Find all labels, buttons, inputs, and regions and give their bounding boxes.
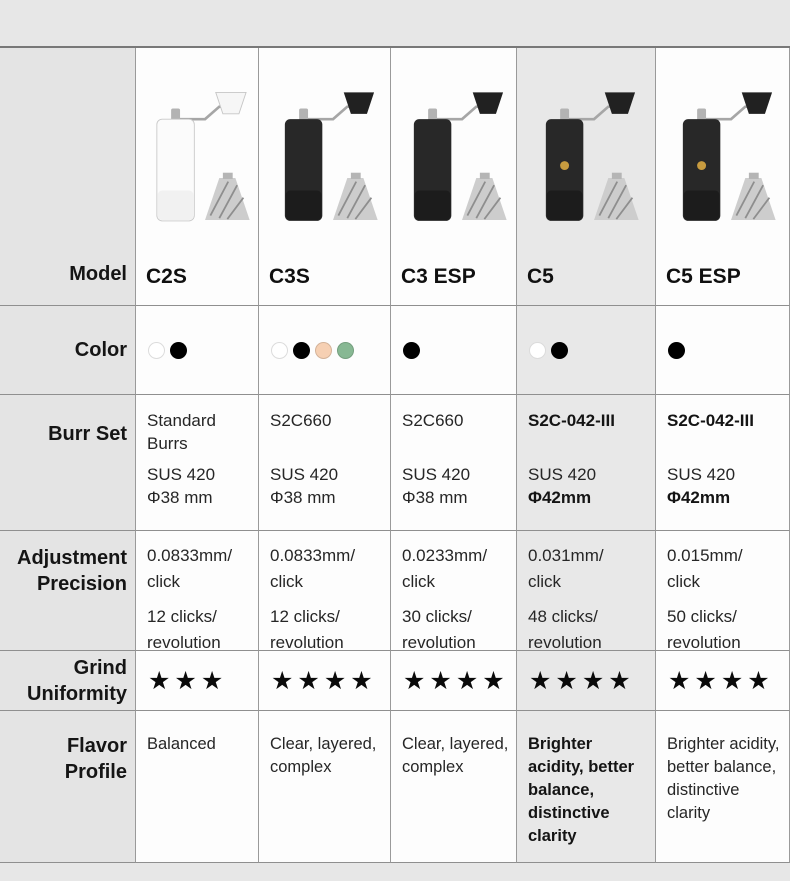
top-band	[0, 0, 790, 46]
model-name-c5: C5	[527, 265, 554, 288]
adjustment-cell-c3esp	[391, 531, 517, 651]
grind-cell-c2s	[136, 651, 259, 711]
color-swatch-black	[668, 342, 685, 359]
model-name-c3esp: C3 ESP	[401, 265, 476, 288]
burr-cell-c2s	[136, 395, 259, 531]
star-rating: ★★★★	[529, 666, 635, 695]
burr-name: S2C-042-III	[667, 411, 754, 430]
row-label-grind-uniformity	[0, 651, 136, 711]
row-label-model-text: Model	[69, 263, 127, 285]
product-image-wrap	[656, 48, 789, 265]
burr-cell-c3s	[259, 395, 391, 531]
comparison-table	[0, 46, 790, 863]
row-label-model	[0, 48, 136, 306]
burr-diameter: Φ42mm	[667, 488, 731, 507]
row-label-adjustment-precision-text: Adjustment Precision	[17, 547, 127, 595]
grind-cell-c3esp	[391, 651, 517, 711]
burr-material: SUS 420	[147, 465, 216, 484]
adjustment-cell-c3s	[259, 531, 391, 651]
burr-material: SUS 420	[270, 465, 339, 484]
grinder-image-c3esp	[396, 87, 512, 237]
color-swatch-white	[148, 342, 165, 359]
row-label-burr-set-text: Burr Set	[48, 423, 127, 445]
row-label-adjustment-precision	[0, 531, 136, 651]
row-label-burr-set	[0, 395, 136, 531]
grind-cell-c3s	[259, 651, 391, 711]
star-rating: ★★★	[148, 666, 228, 695]
grind-cell-c5	[517, 651, 656, 711]
row-label-color-text: Color	[74, 339, 127, 361]
flavor-cell-c5esp	[656, 711, 790, 863]
product-cell-c3esp	[391, 48, 517, 306]
product-cell-c5	[517, 48, 656, 306]
burr-name: S2C-042-III	[528, 411, 615, 430]
grind-cell-c5esp	[656, 651, 790, 711]
burr-diameter: Φ38 mm	[402, 488, 468, 507]
grinder-image-c2s	[139, 87, 255, 237]
color-swatch-black	[403, 342, 420, 359]
bottom-band	[0, 863, 790, 881]
burr-name: S2C660	[402, 411, 464, 430]
row-label-grind-uniformity-text: Grind Uniformity	[27, 656, 127, 705]
flavor-cell-c2s	[136, 711, 259, 863]
burr-material: SUS 420	[667, 465, 736, 484]
row-label-color	[0, 306, 136, 395]
product-image-wrap	[136, 48, 258, 265]
color-swatch-peach	[315, 342, 332, 359]
product-cell-c3s	[259, 48, 391, 306]
product-image-wrap	[391, 48, 516, 265]
color-cell-c3esp	[391, 306, 517, 395]
flavor-cell-c5	[517, 711, 656, 863]
flavor-text: Clear, layered, complex	[402, 735, 509, 776]
color-swatch-white	[271, 342, 288, 359]
precision-per-click: 0.031mm/ click	[528, 546, 604, 591]
grinder-image-c5	[528, 87, 644, 237]
clicks-per-revolution: 50 clicks/ revolution	[667, 607, 741, 651]
model-name-c5esp: C5 ESP	[666, 265, 741, 288]
precision-per-click: 0.0833mm/ click	[147, 546, 233, 591]
star-rating: ★★★★	[403, 666, 509, 695]
burr-diameter: Φ38 mm	[147, 488, 213, 507]
row-label-flavor-profile	[0, 711, 136, 863]
color-swatch-black	[293, 342, 310, 359]
adjustment-cell-c5	[517, 531, 656, 651]
precision-per-click: 0.0233mm/ click	[402, 546, 488, 591]
burr-cell-c5	[517, 395, 656, 531]
burr-name: Standard Burrs	[147, 411, 216, 453]
clicks-per-revolution: 12 clicks/ revolution	[270, 607, 344, 651]
color-swatch-black	[551, 342, 568, 359]
adjustment-cell-c2s	[136, 531, 259, 651]
color-swatch-black	[170, 342, 187, 359]
star-rating: ★★★★	[271, 666, 377, 695]
model-name-c2s: C2S	[146, 265, 187, 288]
product-cell-c2s	[136, 48, 259, 306]
burr-material: SUS 420	[402, 465, 471, 484]
color-cell-c5esp	[656, 306, 790, 395]
burr-name: S2C660	[270, 411, 332, 430]
burr-diameter: Φ38 mm	[270, 488, 336, 507]
precision-per-click: 0.0833mm/ click	[270, 546, 356, 591]
burr-material: SUS 420	[528, 465, 597, 484]
flavor-cell-c3s	[259, 711, 391, 863]
grinder-image-c5esp	[665, 87, 781, 237]
clicks-per-revolution: 30 clicks/ revolution	[402, 607, 476, 651]
product-cell-c5esp	[656, 48, 790, 306]
burr-diameter: Φ42mm	[528, 488, 592, 507]
grinder-image-c3s	[267, 87, 383, 237]
model-name-c3s: C3S	[269, 265, 310, 288]
color-cell-c3s	[259, 306, 391, 395]
flavor-text: Brighter acidity, better balance, distinctive clarity	[528, 735, 635, 845]
flavor-text: Brighter acidity, better balance, distinctive clarity	[667, 735, 780, 822]
product-image-wrap	[259, 48, 390, 265]
color-cell-c5	[517, 306, 656, 395]
row-label-flavor-profile-text: Flavor Profile	[64, 735, 127, 783]
precision-per-click: 0.015mm/ click	[667, 546, 743, 591]
color-swatch-white	[529, 342, 546, 359]
clicks-per-revolution: 48 clicks/ revolution	[528, 607, 602, 651]
flavor-text: Balanced	[147, 735, 216, 753]
product-image-wrap	[517, 48, 655, 265]
burr-cell-c3esp	[391, 395, 517, 531]
burr-cell-c5esp	[656, 395, 790, 531]
adjustment-cell-c5esp	[656, 531, 790, 651]
flavor-cell-c3esp	[391, 711, 517, 863]
flavor-text: Clear, layered, complex	[270, 735, 377, 776]
clicks-per-revolution: 12 clicks/ revolution	[147, 607, 221, 651]
color-cell-c2s	[136, 306, 259, 395]
star-rating: ★★★★	[668, 666, 774, 695]
color-swatch-green	[337, 342, 354, 359]
